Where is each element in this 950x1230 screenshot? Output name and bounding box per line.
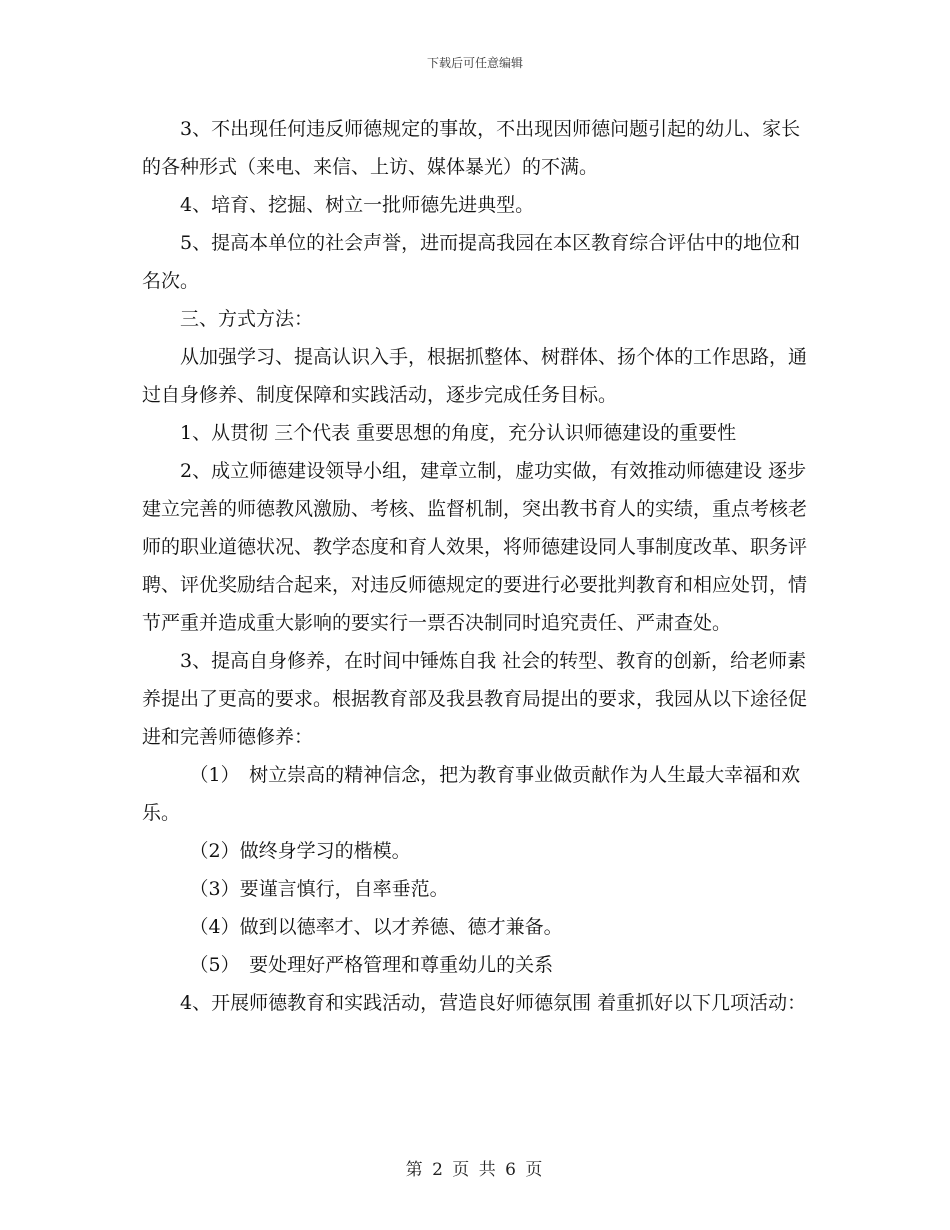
paragraph-method-2: 2、成立师德建设领导小组，建章立制，虚功实做，有效推动师德建设 逐步建立完善的师德教风激励、考核、监督机制，突出教书育人的实绩，重点考核老师的职业道德状况、教学态度和育人效果，将师德建设同人事制度改革、职务评聘、评优奖励结合起来，对违反师德规定的要进行必要批判教育和相应处罚，情节严重并造成重大影响的要实行一票否决制同时追究责任、严肃查处。 bbox=[142, 460, 808, 634]
list-item-3: （3）要谨言慎行，自率垂范。 bbox=[189, 878, 449, 900]
document-body bbox=[142, 110, 810, 1022]
section-heading-methods: 三、方式方法： bbox=[180, 308, 314, 330]
paragraph-goal-3: 3、不出现任何违反师德规定的事故，不出现因师德问题引起的幼儿、家长的各种形式（来电、来信、上访、媒体暴光）的不满。 bbox=[142, 118, 801, 178]
paragraph-method-4: 4、开展师德教育和实践活动，营造良好师德氛围 着重抓好以下几项活动： bbox=[180, 992, 807, 1014]
page-number-footer: 第 2 页 共 6 页 bbox=[405, 1160, 545, 1180]
page-header-note: 下载后可任意编辑 bbox=[426, 56, 523, 70]
paragraph-method-3: 3、提高自身修养，在时间中锤炼自我 社会的转型、教育的创新，给老师素养提出了更高的要求。根据教育部及我县教育局提出的要求，我园从以下途径促进和完善师德修养： bbox=[142, 650, 808, 748]
paragraph-goal-4: 4、培育、挖掘、树立一批师德先进典型。 bbox=[180, 194, 535, 216]
list-item-1: （1） 树立崇高的精神信念，把为教育事业做贡献作为人生最大幸福和欢乐。 bbox=[142, 764, 801, 824]
paragraph-goal-5: 5、提高本单位的社会声誉，进而提高我园在本区教育综合评估中的地位和名次。 bbox=[142, 232, 801, 292]
paragraph-method-1: 1、从贯彻 三个代表 重要思想的角度，充分认识师德建设的重要性 bbox=[180, 422, 737, 444]
list-item-4: （4）做到以德率才、以才养德、德才兼备。 bbox=[189, 916, 563, 938]
paragraph-methods-intro: 从加强学习、提高认识入手，根据抓整体、树群体、扬个体的工作思路，通过自身修养、制度保障和实践活动，逐步完成任务目标。 bbox=[142, 346, 808, 406]
list-item-5: （5） 要处理好严格管理和尊重幼儿的关系 bbox=[189, 954, 554, 976]
list-item-2: （2）做终身学习的楷模。 bbox=[189, 840, 411, 862]
